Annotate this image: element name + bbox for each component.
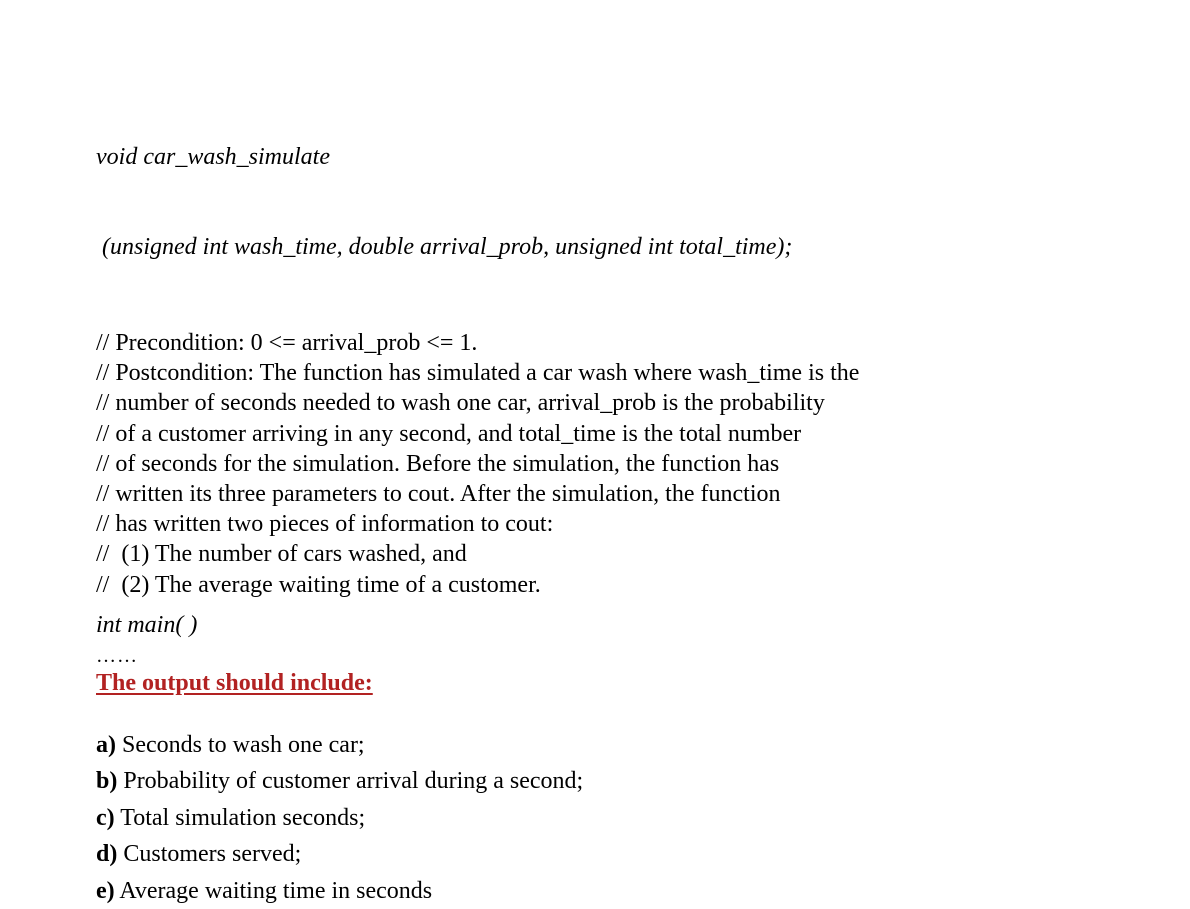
output-item-text: Seconds to wash one car; <box>116 731 365 758</box>
comment-line: // (1) The number of cars washed, and <box>96 541 467 568</box>
comment-line: // has written two pieces of information to cout: <box>96 511 554 538</box>
output-item-a <box>96 727 1156 764</box>
output-item-key: d) <box>96 841 118 868</box>
output-item-key: e) <box>96 877 115 904</box>
output-item-key: c) <box>96 804 115 831</box>
comment-block <box>96 328 1156 600</box>
comment-line: // of seconds for the simulation. Before the simulation, the function has <box>96 450 780 477</box>
function-signature-params: (unsigned int wash_time, double arrival_prob, unsigned int total_time); <box>102 234 793 260</box>
output-item-text: Probability of customer arrival during a second; <box>117 768 584 795</box>
comment-line: // Precondition: 0 <= arrival_prob <= 1. <box>96 330 478 356</box>
output-item-text: Customers served; <box>117 841 302 868</box>
main-signature: int main( ) <box>96 611 198 638</box>
output-item-key: a) <box>96 731 116 758</box>
output-item-d <box>96 836 1156 873</box>
output-item-e <box>96 873 1156 909</box>
output-list <box>96 727 1156 909</box>
function-signature <box>96 82 1156 322</box>
document <box>96 82 1156 909</box>
comment-line: // number of seconds needed to wash one car, arrival_prob is the probability <box>96 390 825 417</box>
output-item-c <box>96 800 1156 837</box>
output-item-b <box>96 763 1156 800</box>
output-item-key: b) <box>96 768 118 795</box>
comment-line: // (2) The average waiting time of a customer. <box>96 571 541 598</box>
comment-line: // of a customer arriving in any second, and total_time is the total number <box>96 420 802 447</box>
comment-line: // written its three parameters to cout. After the simulation, the function <box>96 481 781 508</box>
function-signature-name: void car_wash_simulate <box>96 144 330 170</box>
output-item-text: Average waiting time in seconds <box>114 877 433 904</box>
comment-line: // Postcondition: The function has simulated a car wash where wash_time is the <box>96 360 860 387</box>
output-heading: The output should include: <box>96 669 373 696</box>
ellipsis: …… <box>96 644 138 667</box>
output-item-text: Total simulation seconds; <box>114 804 366 831</box>
